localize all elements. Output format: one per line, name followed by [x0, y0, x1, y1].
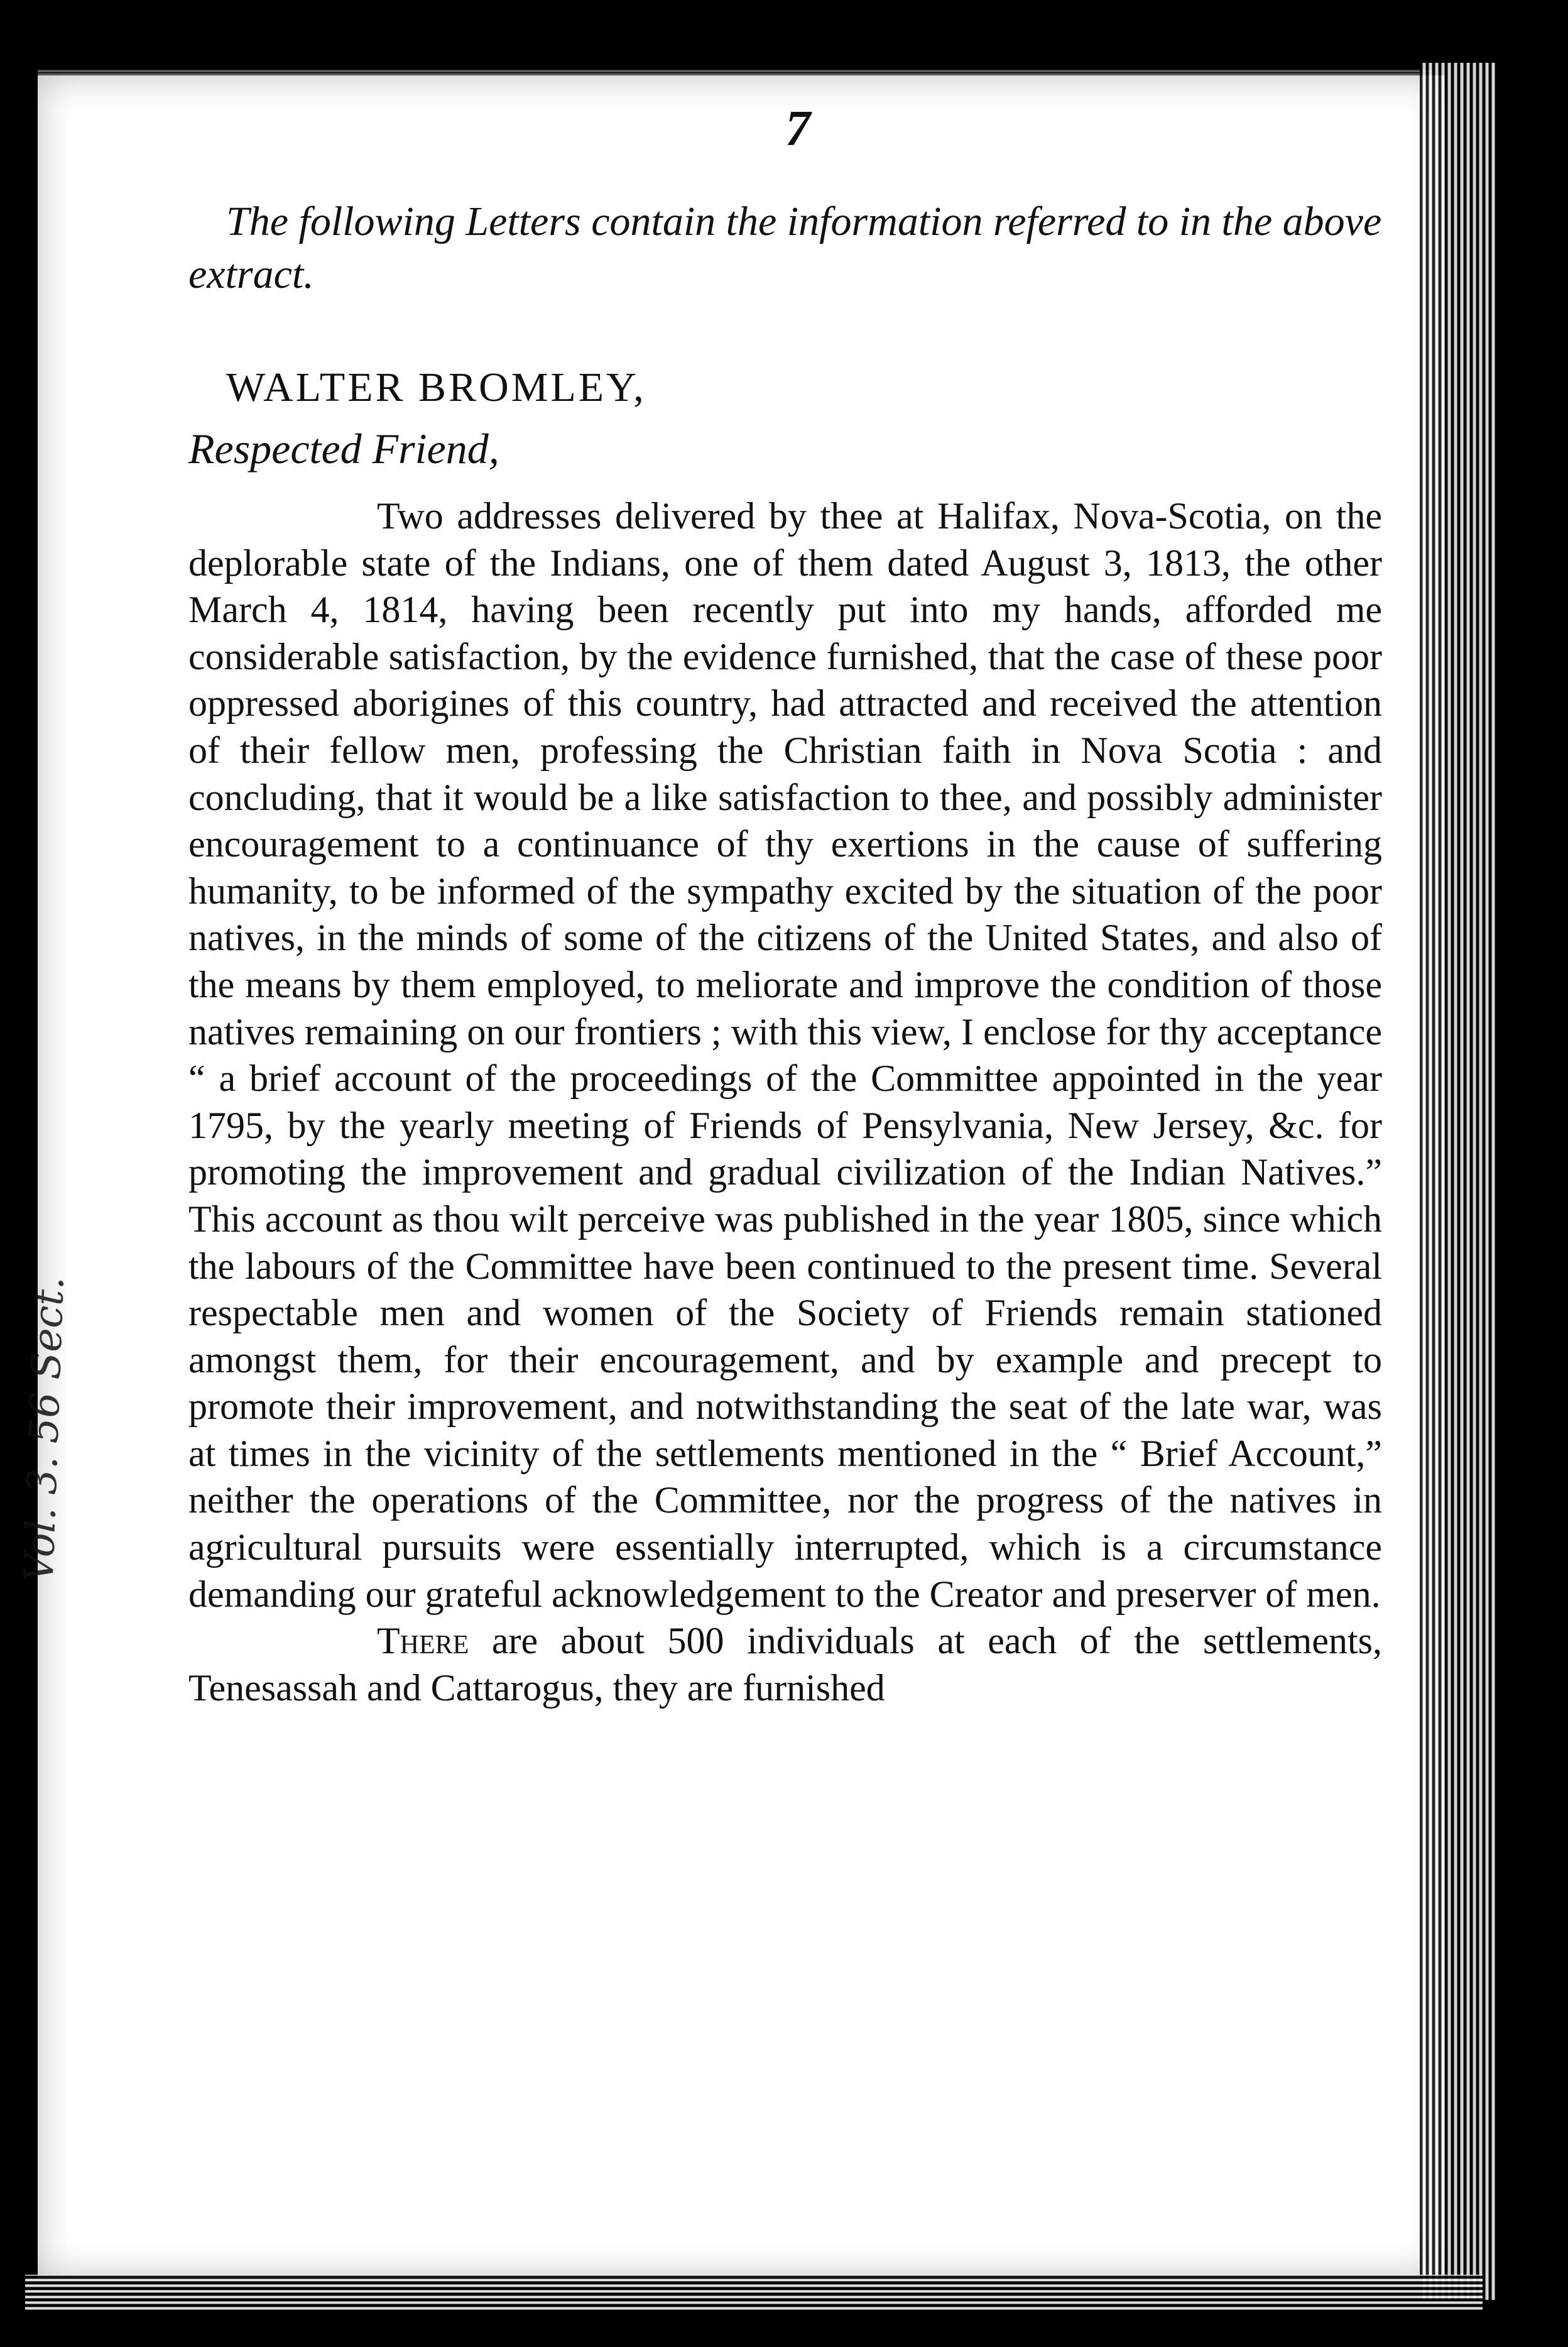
letter-paragraph-1: Two addresses delivered by thee at Halifax, Nova-Scotia, on the deplorable state of the Indians, one of them dated August 3, 1813, the other March 4, 1814, having been recently put into my hands, afforded me considerable satisfaction, by the evidence furnished, that the case of these poor oppressed aborigines of this country, had attracted and received the attention of their fellow men, professing the Christian faith in Nova Scotia : and concluding, that it would be a like satisfaction to thee, and possibly administer encouragement to a continuance of thy exertions in the cause of suffering humanity, to be informed of the sympathy excited by the situation of the poor natives, in the minds of some of the citizens of the United States, and also of the means by them employed, to meliorate and improve the condition of those natives remaining on our frontiers ; with this view, I enclose for thy acceptance “ a brief account of the proceedings of the Committee appointed in the year 1795, by the yearly meeting of Friends of Pensylvania, New Jersey, &c. for promoting the improvement and gradual civilization of the Indian Natives.” This account as thou wilt perceive was published in the year 1805, since which the labours of the Committee have been continued to the present time. Several respectable men and women of the Society of Friends remain stationed amongst them, for their encouragement, and by example and precept to promote their improvement, and notwithstanding the seat of the late war, was at times in the vicinity of the settlements mentioned in the “ Brief Account,” neither the operations of the Committee, nor the progress of the natives in agricultural pursuits were essentially interrupted, which is a circumstance demanding our grateful acknowledgement to the Creator and preserver of men.	[188, 495, 1382, 1615]
paragraph-2-text: are about 500 individuals at each of the settlements, Tenesassah and Cattarogus, they are furnished	[188, 1620, 1382, 1709]
page-edge-right	[1420, 63, 1495, 2300]
page-content	[188, 101, 1382, 1711]
intro-line: The following Letters contain the information referred to in the above extract.	[188, 199, 1382, 297]
page-number: 7	[785, 101, 810, 156]
salutation: Respected Friend,	[188, 425, 499, 473]
handwritten-margin-note: Vol. 3. 56 Sect.	[16, 1276, 74, 1584]
paragraph-2-lead-word: There	[377, 1620, 469, 1662]
letter-paragraph-2	[188, 1617, 1382, 1711]
addressee: WALTER BROMLEY,	[226, 364, 646, 410]
page-edge-bottom	[25, 2275, 1483, 2312]
